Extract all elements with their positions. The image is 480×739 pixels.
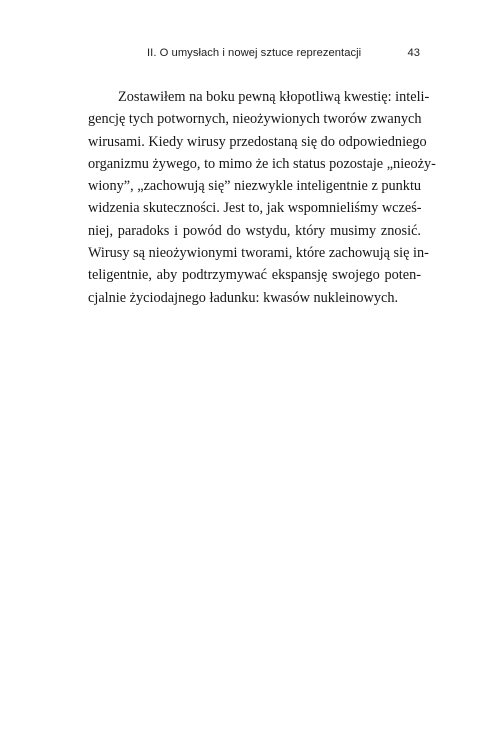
text-line: teligentnie, aby podtrzymywać ekspansję swojego poten- [88, 267, 421, 284]
page-number: 43 [407, 47, 420, 59]
running-header [147, 47, 420, 63]
body-paragraph [88, 86, 436, 309]
text-line: widzenia skuteczności. Jest to, jak wspomnieliśmy wcześ- [88, 200, 422, 217]
text-line: niej, paradoks i powód do wstydu, który musimy znosić. [88, 222, 421, 239]
chapter-title: II. O umysłach i nowej sztuce reprezentacji [147, 47, 362, 59]
text-line: wirusami. Kiedy wirusy przedostaną się do odpowiedniego [88, 133, 427, 150]
text-line: Zostawiłem na boku pewną kłopotliwą kwestię: inteli- [118, 89, 430, 105]
text-line: Wirusy są nieożywionymi tworami, które zachowują się in- [88, 245, 429, 262]
text-line: wiony”, „zachowują się” niezwykle inteligentnie z punktu [88, 178, 422, 195]
text-line: organizmu żywego, to mimo że ich status pozostaje „nieoży- [88, 155, 436, 172]
text-line: cjalnie życiodajnego ładunku: kwasów nukleinowych. [88, 289, 399, 306]
text-line: gencję tych potwornych, nieożywionych tworów zwanych [88, 111, 422, 128]
